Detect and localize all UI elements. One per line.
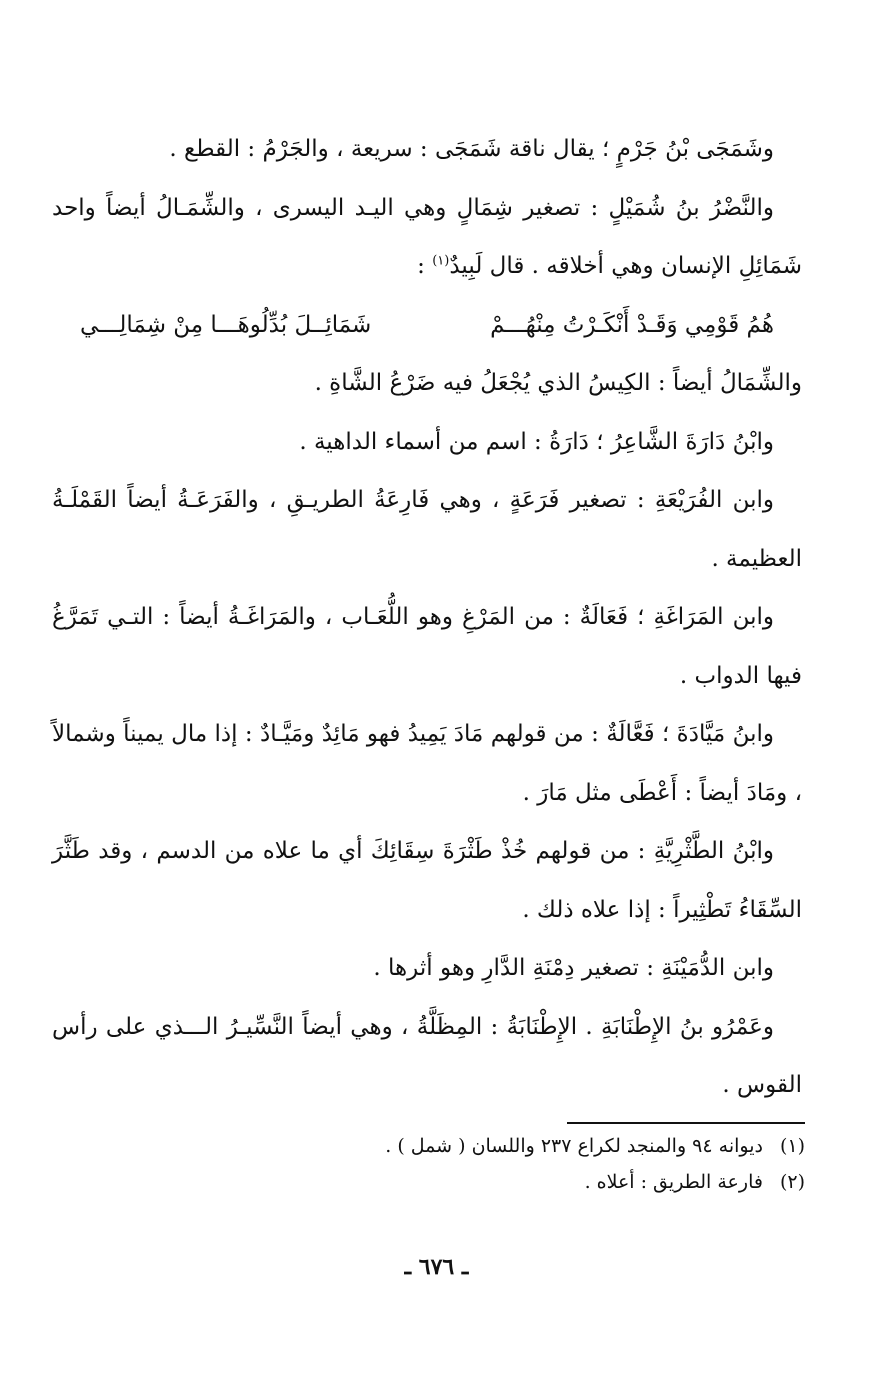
footnote-2-number: (٢) <box>779 1171 805 1193</box>
paragraph-ibn-mayyada: وابنُ مَيَّادَةَ ؛ فَعَّالَةٌ : من قولهم مَادَ يَمِيدُ فهو مَائِدٌ ومَيَّـادٌ : إذا مال يميناً وشمالاً ، ومَادَ أيضاً : أَعْطَى مثل مَارَ . <box>52 721 802 806</box>
paragraph-ibn-furay'a: وابن الفُرَيْعَةِ : تصغير فَرَعَةٍ ، وهي فَارِعَةُ الطريـقِ ، والفَرَعَـةُ أيضاً القَمْلَـةُ العظيمة . <box>52 487 802 572</box>
poem-verse <box>52 296 802 355</box>
page-number: ـ ٦٧٦ ـ <box>404 1254 469 1280</box>
footnote-2 <box>105 1164 805 1200</box>
verse-hemistich-first: هُمُ قَوْمِي وَقَـدْ أَنْكَـرْتُ مِنْهُـــمْ <box>490 311 774 338</box>
paragraph-nadr-text: والنَّضْرُ بنُ شُمَيْلٍ : تصغير شِمَالٍ وهي اليـد اليسرى ، والشِّمَـالُ أيضاً واحد شَمَائِلِ الإنسان وهي أخلاقه . قال لَبِيدٌ <box>52 194 802 279</box>
quote-intro-colon: : <box>417 253 433 279</box>
verse-hemistich-second: شَمَائِــلَ بُدِّلُوهَـــا مِنْ شِمَالِـــي <box>80 311 372 338</box>
paragraph-ibn-dara: وابْنُ دَارَةَ الشَّاعِرُ ؛ دَارَةُ : اسم من أسماء الداهية . <box>299 428 774 455</box>
footnote-2-text: فارعة الطريق : أعلاه . <box>584 1171 763 1193</box>
paragraph-ibn-tathriyya: وابْنُ الطَّثْرِيَّةِ : من قولهم خُذْ طَثْرَةَ سِقَائِكَ أي ما علاه من الدسم ، وقد طَثَّرَ السِّقَاءُ تَطْثِيراً : إذا علاه ذلك . <box>52 838 802 923</box>
paragraph-shimal: والشِّمَالُ أيضاً : الكِيسُ الذي يُجْعَلُ فيه ضَرْعُ الشَّاةِ . <box>314 370 802 396</box>
paragraph-ibn-dumayna: وابن الدُّمَيْنَةِ : تصغير دِمْنَةِ الدَّارِ وهو أثرها . <box>373 955 774 981</box>
paragraph-ibn-maragha: وابن المَرَاغَةِ ؛ فَعَالَةٌ : من المَرْغِ وهو اللُّعَـاب ، والمَرَاغَـةُ أيضاً : التـي تَمَرَّغُ فيها الدواب . <box>52 604 802 689</box>
main-text <box>52 120 802 1115</box>
footnote-1-number: (١) <box>779 1135 805 1157</box>
paragraph-amr-itnaba: وعَمْرُو بنُ الإِطْنَابَةِ . الإِطْنَابَةُ : المِظَلَّةُ ، وهي أيضاً النَّسِّيـرُ الـــذي على رأس القوس . <box>52 1013 802 1098</box>
footnote-1 <box>105 1128 805 1164</box>
paragraph-shamaja: وشَمَجَى بْنُ جَرْمٍ ؛ يقال ناقة شَمَجَى : سريعة ، والجَرْمُ : القطع . <box>169 136 774 162</box>
footnote-1-text: ديوانه ٩٤ والمنجد لكراع ٢٣٧ واللسان ( شمل ) . <box>385 1135 763 1157</box>
footnote-ref-1: (١) <box>432 253 450 269</box>
footnote-divider <box>567 1122 805 1124</box>
paragraph-nadr <box>52 179 802 296</box>
footnotes <box>105 1128 805 1200</box>
